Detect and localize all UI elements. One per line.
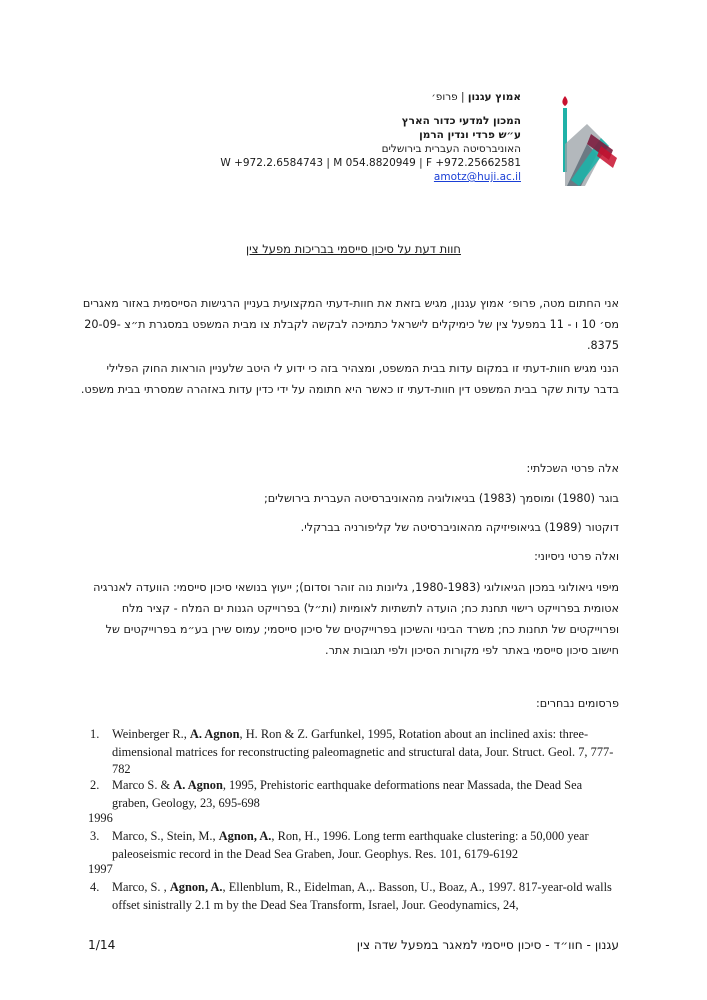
publication-authors-pre: Marco, S., Stein, M., — [112, 829, 219, 843]
publication-authors-pre: Weinberger R., — [112, 727, 190, 741]
year-label: 1997 — [88, 862, 113, 876]
publication-details: , Ron, H., 1996. Long term earthquake clustering: a 50,000 year paleoseismic record in the Dead Sea Graben, Jour. Geophys. Res. 101, 6179-6192 — [112, 829, 589, 861]
paragraph-testimony: הנני מגיש חוות-דעתי זו במקום עדות בבית המשפט, ומצהיר בזה כי ידוע לי היטב שלעניין הוראות החוק הפלילי בדבר עדות שקר בבית המשפט דין חוות-דעתי זו כאשר היא חתומה על ידי כדין עדות באזהרה שמסרתי בבית משפט. — [80, 362, 619, 396]
publication-authors-pre: Marco, S. , — [112, 880, 170, 894]
author-title: | פרופ׳ — [431, 91, 468, 103]
publication-author-highlight: A. Agnon — [189, 727, 240, 741]
publication-item — [90, 777, 620, 812]
publication-details: , 1995, Prehistoric earthquake deformations near Massada, the Dead Sea graben, Geology, 23, 695-698 — [112, 778, 583, 810]
university-name: האוניברסיטה העברית בירושלים — [381, 143, 521, 155]
publication-details: , H. Ron & Z. Garfunkel, 1995, Rotation about an inclined axis: three-dimensional matrices for reconstructing paleomagnetic and structural data, Jour. Struct. Geol. 7, 777-782 — [112, 727, 614, 777]
page-number: 1/14 — [88, 938, 116, 952]
publication-item — [90, 828, 620, 863]
publication-number: 2. — [90, 778, 100, 792]
publication-number: 4. — [90, 880, 100, 894]
university-logo-icon — [557, 94, 619, 186]
experience-heading: ואלה פרטי ניסיוני: — [534, 550, 619, 563]
year-label: 1996 — [88, 811, 113, 825]
phone-numbers: W +972.2.6584743 | M 054.8820949 | F +972.25662581 — [220, 157, 521, 169]
publication-details: , Ellenblum, R., Eidelman, A.,. Basson, U., Boaz, A., 1997. 817-year-old walls offset sinistrally 2.1 m by the Dead Sea Transform, Israel, Jour. Geodynamics, 24, — [112, 880, 612, 912]
author-name: אמוץ עגנון — [467, 91, 521, 103]
education-item-bsc: בוגר (1980) ומוסמך (1983) בגיאולוגיה מהאוניברסיטה העברית בירושלים; — [263, 492, 619, 505]
publication-author-highlight: A. Agnon — [173, 778, 223, 792]
education-heading: אלה פרטי השכלתי: — [526, 462, 619, 475]
publications-heading: פרסומים נבחרים: — [536, 697, 619, 710]
education-item-phd: דוקטור (1989) בגיאופיזיקה מהאוניברסיטה של קליפורניה בברקלי. — [300, 521, 619, 534]
publication-number: 1. — [90, 727, 100, 741]
publication-author-highlight: Agnon, A. — [218, 829, 272, 843]
chair-name: ע״ש פרדי ונדין הרמן — [419, 129, 521, 141]
paragraph-experience: מיפוי גיאולוגי במכון הגיאולוגי (1980-1983, גליונות נוה זוהר וסדום); ייעוץ בנושאי סיכון סייסמי: הוועדה לאנרגיה אטומית בפרוייקט רישוי תחנת כח; הועדה לתשתיות לאומיות (ות״ל) בפרוייקט הגנות ים המלח - קציר מלח ופרוייקטים של תחנות כח; משרד הבינוי והשיכון בפרוייקטים של סיכון סייסמי; עמוס שירן בע״מ בפרוייקטים של חישוב סיכון סייסמי באתר לפי מקורות הסיכון ולפי תגובות אתר. — [93, 581, 619, 657]
author-name-line — [431, 90, 521, 104]
footer-document-name: עגנון - חוו״ד - סיכון סייסמי למאגר במפעל שדה צין — [356, 938, 619, 952]
publication-item — [90, 879, 620, 914]
publication-authors-pre: Marco S. & — [112, 778, 174, 792]
email-link[interactable]: amotz@huji.ac.il — [433, 171, 521, 183]
publication-author-highlight: Agnon, A. — [169, 880, 223, 894]
paragraph-declaration: אני החתום מטה, פרופ׳ אמוץ עגנון, מגיש בזאת את חוות-דעתי המקצועית בעניין הרגישות הסייסמית באזור מאגרים מס׳ 10 ו - 11 במפעל צין של כימיקלים לישראל כתמיכה לבקשה לקבלת צו מבית המשפט במסגרת ת״צ 20-09-8375. — [82, 297, 619, 352]
publication-number: 3. — [90, 829, 100, 843]
publication-item — [90, 726, 620, 779]
institute-name: המכון למדעי כדור הארץ — [401, 115, 521, 127]
document-title: חוות דעת על סיכון סייסמי בבריכות מפעל צין — [246, 242, 461, 256]
